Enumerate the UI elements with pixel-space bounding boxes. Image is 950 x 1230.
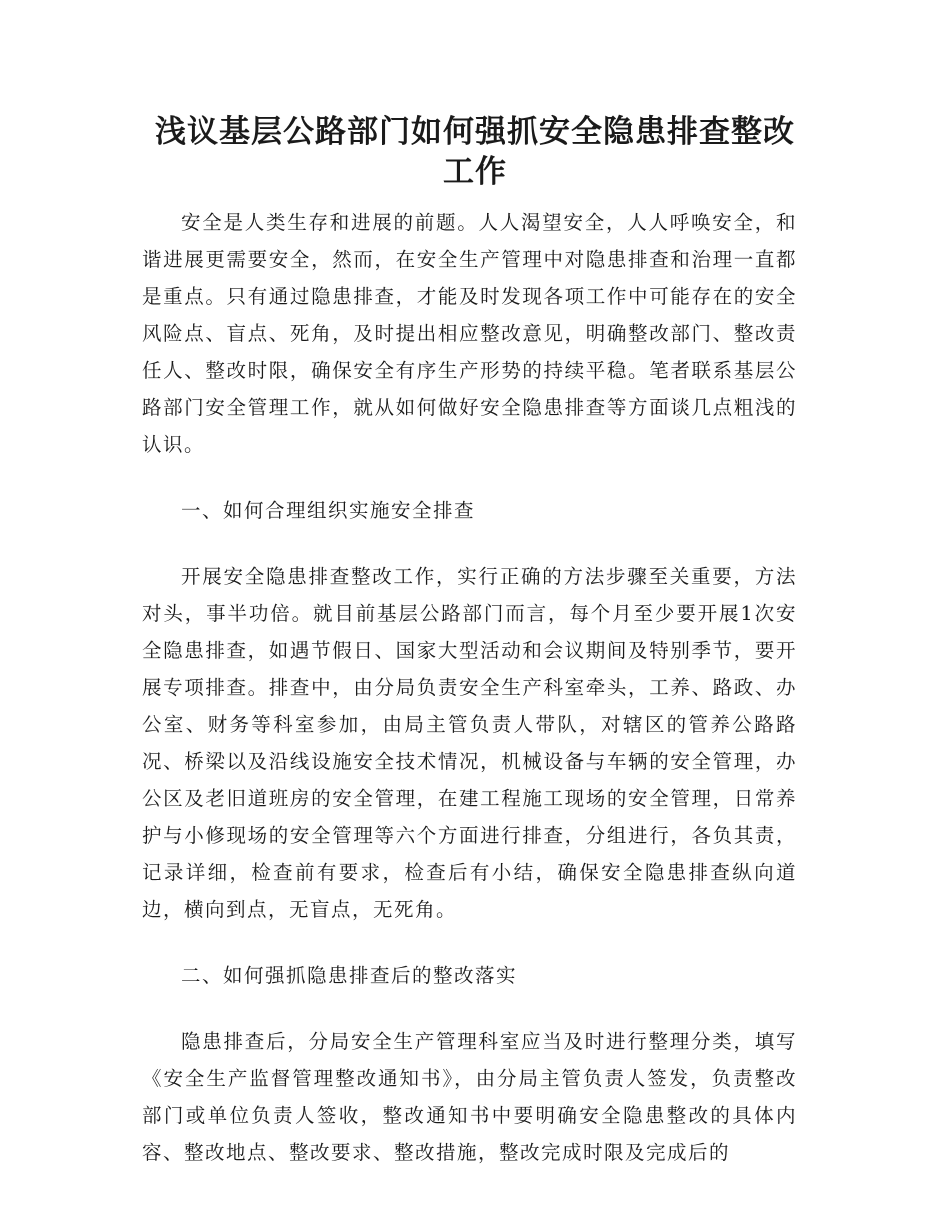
document-title: 浅议基层公路部门如何强抓安全隐患排查整改工作 xyxy=(155,114,795,190)
section-heading-2: 二、如何强抓隐患排查后的整改落实 xyxy=(181,964,518,987)
document-body xyxy=(142,204,797,1200)
paragraph-section-1: 开展安全隐患排查整改工作，实行正确的方法步骤至关重要，方法对头，事半功倍。就目前基层公路部门而言，每个月至少要开展1次安全隐患排查，如遇节假日、国家大型活动和会议期间及特别季节，要开展专项排查。排查中，由分局负责安全生产科室牵头，工养、路政、办公室、财务等科室参加，由局主管负责人带队，对辖区的管养公路路况、桥梁以及沿线设施安全技术情况，机械设备与车辆的安全管理，办公区及老旧道班房的安全管理，在建工程施工现场的安全管理，日常养护与小修现场的安全管理等六个方面进行排查，分组进行，各负其责，记录详细，检查前有要求，检查后有小结，确保安全隐患排查纵向道边，横向到点，无盲点，无死角。 xyxy=(142,565,797,921)
section-heading-1: 一、如何合理组织实施安全排查 xyxy=(181,499,476,522)
paragraph-intro: 安全是人类生存和进展的前题。人人渴望安全，人人呼唤安全，和谐进展更需要安全，然而，在安全生产管理中对隐患排查和治理一直都是重点。只有通过隐患排查，才能及时发现各项工作中可能存在的安全风险点、盲点、死角，及时提出相应整改意见，明确整改部门、整改责任人、整改时限，确保安全有序生产形势的持续平稳。笔者联系基层公路部门安全管理工作，就从如何做好安全隐患排查等方面谈几点粗浅的认识。 xyxy=(142,211,797,456)
paragraph-section-2: 隐患排查后，分局安全生产管理科室应当及时进行整理分类，填写《安全生产监督管理整改通知书》，由分局主管负责人签发，负责整改部门或单位负责人签收，整改通知书中要明确安全隐患整改的具体内容、整改地点、整改要求、整改措施，整改完成时限及完成后的 xyxy=(142,1030,797,1164)
